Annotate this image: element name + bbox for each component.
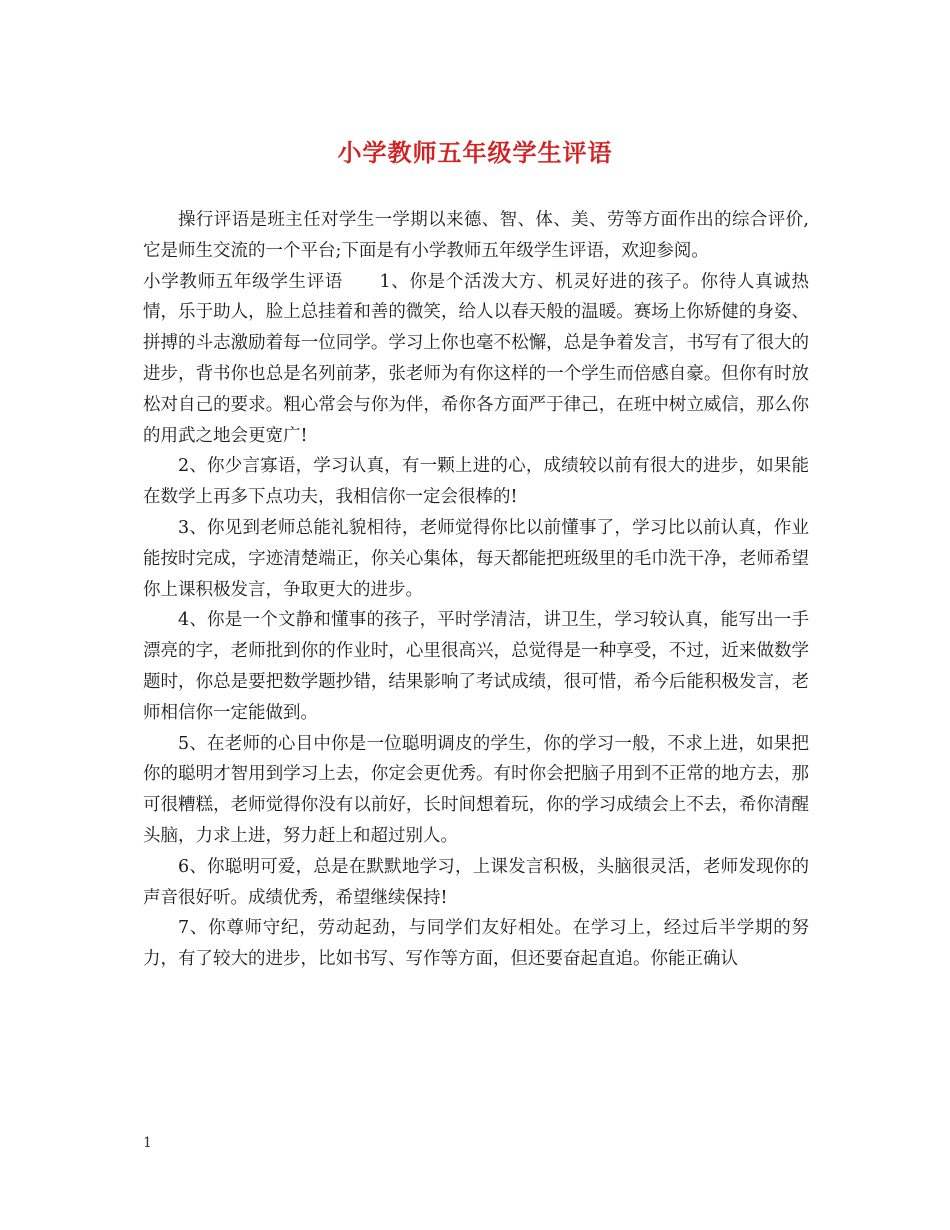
- paragraph-1: 小学教师五年级学生评语 1、你是个活泼大方、机灵好进的孩子。你待人真诚热情，乐于助人，脸上总挂着和善的微笑，给人以春天般的温暖。赛场上你矫健的身姿、拼搏的斗志激励着每一位同学。学习上你也毫不松懈，总是争着发言，书写有了很大的进步，背书你也总是名列前茅，张老师为有你这样的一个学生而倍感自豪。但你有时放松对自己的要求。粗心常会与你为伴，希你各方面严于律己，在班中树立威信，那么你的用武之地会更宽广!: [143, 271, 809, 446]
- paragraph-intro: 操行评语是班主任对学生一学期以来德、智、体、美、劳等方面作出的综合评价,它是师生交流的一个平台;下面是有小学教师五年级学生评语，欢迎参阅。: [143, 210, 809, 261]
- paragraph-3: 3、你见到老师总能礼貌相待，老师觉得你比以前懂事了，学习比以前认真，作业能按时完成，字迹清楚端正，你关心集体，每天都能把班级里的毛巾洗干净，老师希望你上课积极发言，争取更大的进步。: [143, 517, 809, 600]
- document-body: [143, 205, 809, 975]
- page-number: 1: [143, 1135, 152, 1151]
- paragraph-5: 5、在老师的心目中你是一位聪明调皮的学生，你的学习一般，不求上进，如果把你的聪明才智用到学习上去，你定会更优秀。有时你会把脑子用到不正常的地方去，那可很糟糕，老师觉得你没有以前好，长时间想着玩，你的学习成绩会上不去，希你清醒头脑，力求上进，努力赶上和超过别人。: [143, 733, 809, 846]
- paragraph-6: 6、你聪明可爱，总是在默默地学习，上课发言积极，头脑很灵活，老师发现你的声音很好听。成绩优秀，希望继续保持!: [143, 856, 809, 908]
- paragraph-7: 7、你尊师守纪，劳动起劲，与同学们友好相处。在学习上，经过后半学期的努力，有了较大的进步，比如书写、写作等方面，但还要奋起直追。你能正确认: [143, 918, 809, 970]
- paragraph-2: 2、你少言寡语，学习认真，有一颗上进的心，成绩较以前有很大的进步，如果能在数学上再多下点功夫，我相信你一定会很棒的!: [143, 456, 809, 508]
- paragraph-4: 4、你是一个文静和懂事的孩子，平时学清洁，讲卫生，学习较认真，能写出一手漂亮的字，老师批到你的作业时，心里很高兴，总觉得是一种享受，不过，近来做数学题时，你总是要把数学题抄错，结果影响了考试成绩，很可惜，希今后能积极发言，老师相信你一定能做到。: [143, 610, 809, 723]
- document-title: 小学教师五年级学生评语: [337, 138, 613, 167]
